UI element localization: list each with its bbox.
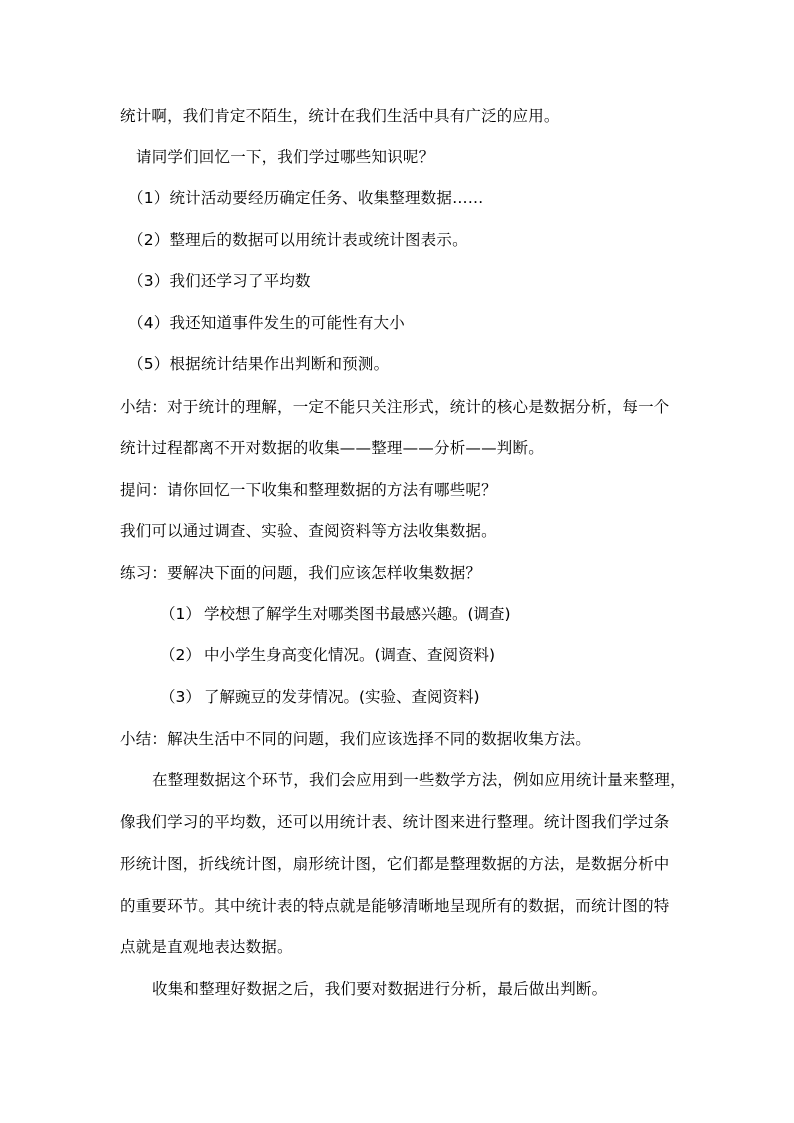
paragraph-intro: 统计啊，我们肯定不陌生，统计在我们生活中具有广泛的应用。 bbox=[120, 107, 560, 125]
paragraph-line: 形统计图，折线统计图，扇形统计图，它们都是整理数据的方法，是数据分析中 bbox=[120, 855, 670, 873]
exercise-item bbox=[160, 685, 480, 709]
paragraph-line: 在整理数据这个环节，我们会应用到一些数学方法，例如应用统计量来整理， bbox=[152, 771, 686, 789]
exercise-line: 练习：要解决下面的问题，我们应该怎样收集数据？ bbox=[120, 564, 482, 582]
exercise-item-number: （2） bbox=[160, 646, 201, 664]
list-item: （3）我们还学习了平均数 bbox=[128, 272, 311, 290]
list-item: （4）我还知道事件发生的可能性有大小 bbox=[128, 314, 405, 332]
paragraph-line: 点就是直观地表达数据。 bbox=[120, 938, 293, 956]
paragraph-line: 像我们学习的平均数，还可以用统计表、统计图来进行整理。统计图我们学过条 bbox=[120, 813, 670, 831]
exercise-item bbox=[160, 643, 495, 667]
exercise-item-text: 学校想了解学生对哪类图书最感兴趣。(调查) bbox=[204, 605, 511, 623]
exercise-item-text: 中小学生身高变化情况。(调查、查阅资料) bbox=[204, 646, 496, 664]
summary-line: 小结：解决生活中不同的问题，我们应该选择不同的数据收集方法。 bbox=[120, 730, 592, 748]
paragraph-final: 收集和整理好数据之后，我们要对数据进行分析，最后做出判断。 bbox=[152, 980, 608, 998]
list-item: （1）统计活动要经历确定任务、收集整理数据…… bbox=[128, 189, 484, 207]
exercise-item-number: （3） bbox=[160, 688, 201, 706]
summary-line: 统计过程都离不开对数据的收集——整理——分析——判断。 bbox=[120, 439, 544, 457]
paragraph-question: 请同学们回忆一下，我们学过哪些知识呢？ bbox=[136, 148, 435, 166]
answer-line: 我们可以通过调查、实验、查阅资料等方法收集数据。 bbox=[120, 522, 497, 540]
paragraph-line: 的重要环节。其中统计表的特点就是能够清晰地呈现所有的数据，而统计图的特 bbox=[120, 897, 670, 915]
exercise-item-text: 了解豌豆的发芽情况。(实验、查阅资料) bbox=[204, 688, 480, 706]
exercise-item-number: （1） bbox=[160, 605, 201, 623]
exercise-item bbox=[160, 602, 511, 626]
list-item: （2）整理后的数据可以用统计表或统计图表示。 bbox=[128, 231, 468, 249]
list-item: （5）根据统计结果作出判断和预测。 bbox=[128, 355, 390, 373]
summary-line: 小结：对于统计的理解，一定不能只关注形式，统计的核心是数据分析，每一个 bbox=[120, 398, 670, 416]
question-line: 提问：请你回忆一下收集和整理数据的方法有哪些呢？ bbox=[120, 481, 497, 499]
